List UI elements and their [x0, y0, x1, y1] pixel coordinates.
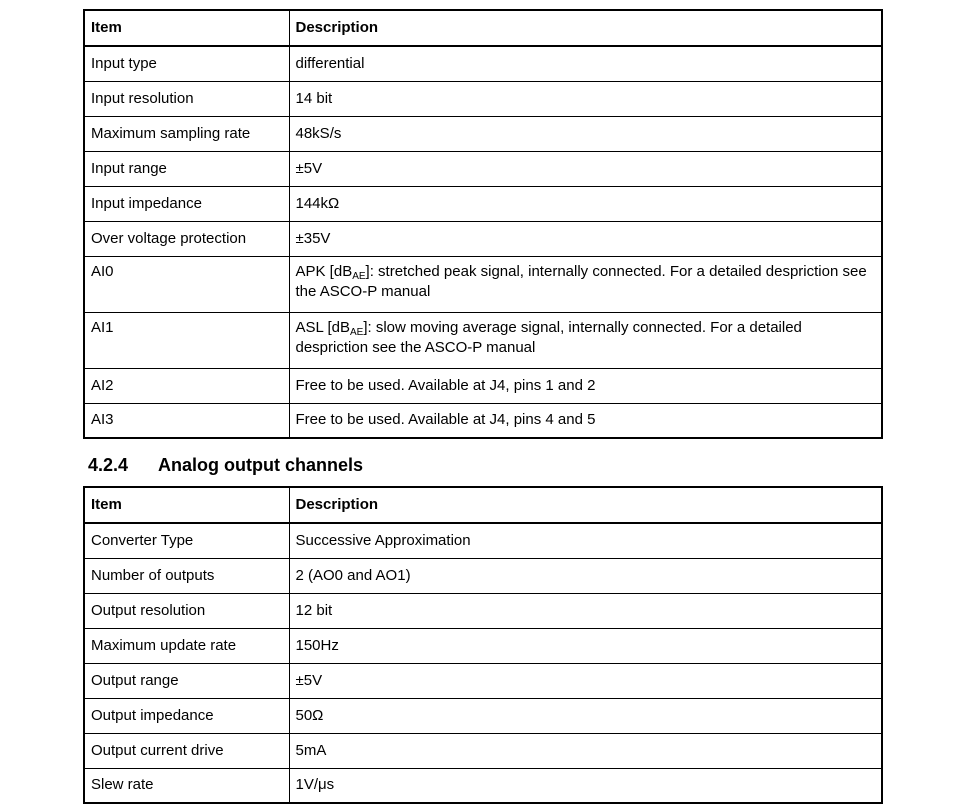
table-row [84, 312, 882, 368]
table-row [84, 186, 882, 221]
item-cell: Output impedance [84, 698, 289, 733]
item-cell: Converter Type [84, 523, 289, 558]
description-cell: 14 bit [289, 81, 882, 116]
item-cell: Slew rate [84, 768, 289, 803]
item-cell: Input impedance [84, 186, 289, 221]
item-cell: Number of outputs [84, 558, 289, 593]
description-cell: Free to be used. Available at J4, pins 1 and 2 [289, 368, 882, 403]
table-row [84, 733, 882, 768]
item-cell: AI2 [84, 368, 289, 403]
description-cell: differential [289, 46, 882, 81]
header-description: Description [289, 10, 882, 46]
section-title: Analog output channels [158, 455, 363, 475]
desc-suffix: ]: slow moving average signal, internally connected. For a detailed despriction see the ASCO-P manual [295, 318, 802, 356]
section-number: 4.2.4 [88, 455, 129, 475]
table-row [84, 151, 882, 186]
section-heading [88, 455, 363, 476]
item-cell: AI1 [84, 312, 289, 368]
desc-subscript: AE [349, 326, 364, 338]
item-cell: Output current drive [84, 733, 289, 768]
description-cell: 1V/μs [289, 768, 882, 803]
table-row [84, 221, 882, 256]
item-cell: Maximum update rate [84, 628, 289, 663]
description-cell: 144kΩ [289, 186, 882, 221]
desc-prefix: ASL [dB [295, 318, 350, 336]
table-row [84, 116, 882, 151]
analog-output-table [83, 486, 883, 804]
description-cell: 150Hz [289, 628, 882, 663]
table-row [84, 768, 882, 803]
item-cell: AI3 [84, 403, 289, 438]
analog-input-table [83, 9, 883, 439]
item-cell: Maximum sampling rate [84, 116, 289, 151]
description-cell: Free to be used. Available at J4, pins 4 and 5 [289, 403, 882, 438]
desc-prefix: APK [dB [295, 262, 353, 280]
description-cell: Successive Approximation [289, 523, 882, 558]
item-cell: Output range [84, 663, 289, 698]
header-item: Item [84, 10, 289, 46]
table-row [84, 523, 882, 558]
header-description: Description [289, 487, 882, 523]
description-cell: 50Ω [289, 698, 882, 733]
description-cell: ±35V [289, 221, 882, 256]
description-cell: 12 bit [289, 593, 882, 628]
description-cell: ±5V [289, 663, 882, 698]
item-cell: Input range [84, 151, 289, 186]
table-row [84, 368, 882, 403]
description-cell: 48kS/s [289, 116, 882, 151]
table-row [84, 81, 882, 116]
table-row [84, 593, 882, 628]
desc-subscript: AE [352, 270, 366, 282]
item-cell: Input type [84, 46, 289, 81]
table-row [84, 698, 882, 733]
header-item: Item [84, 487, 289, 523]
description-cell: 2 (AO0 and AO1) [289, 558, 882, 593]
description-cell: 5mA [289, 733, 882, 768]
item-cell: Input resolution [84, 81, 289, 116]
table-row [84, 256, 882, 312]
table-row [84, 46, 882, 81]
item-cell: Output resolution [84, 593, 289, 628]
table-header-row [84, 10, 882, 46]
desc-suffix: ]: stretched peak signal, internally connected. For a detailed despriction see the ASCO-P manual [295, 262, 867, 300]
table-header-row [84, 487, 882, 523]
item-cell: Over voltage protection [84, 221, 289, 256]
table-row [84, 558, 882, 593]
description-cell: ±5V [289, 151, 882, 186]
table-row [84, 663, 882, 698]
description-cell [289, 312, 882, 368]
table-row [84, 628, 882, 663]
item-cell: AI0 [84, 256, 289, 312]
table-row [84, 403, 882, 438]
description-cell [289, 256, 882, 312]
